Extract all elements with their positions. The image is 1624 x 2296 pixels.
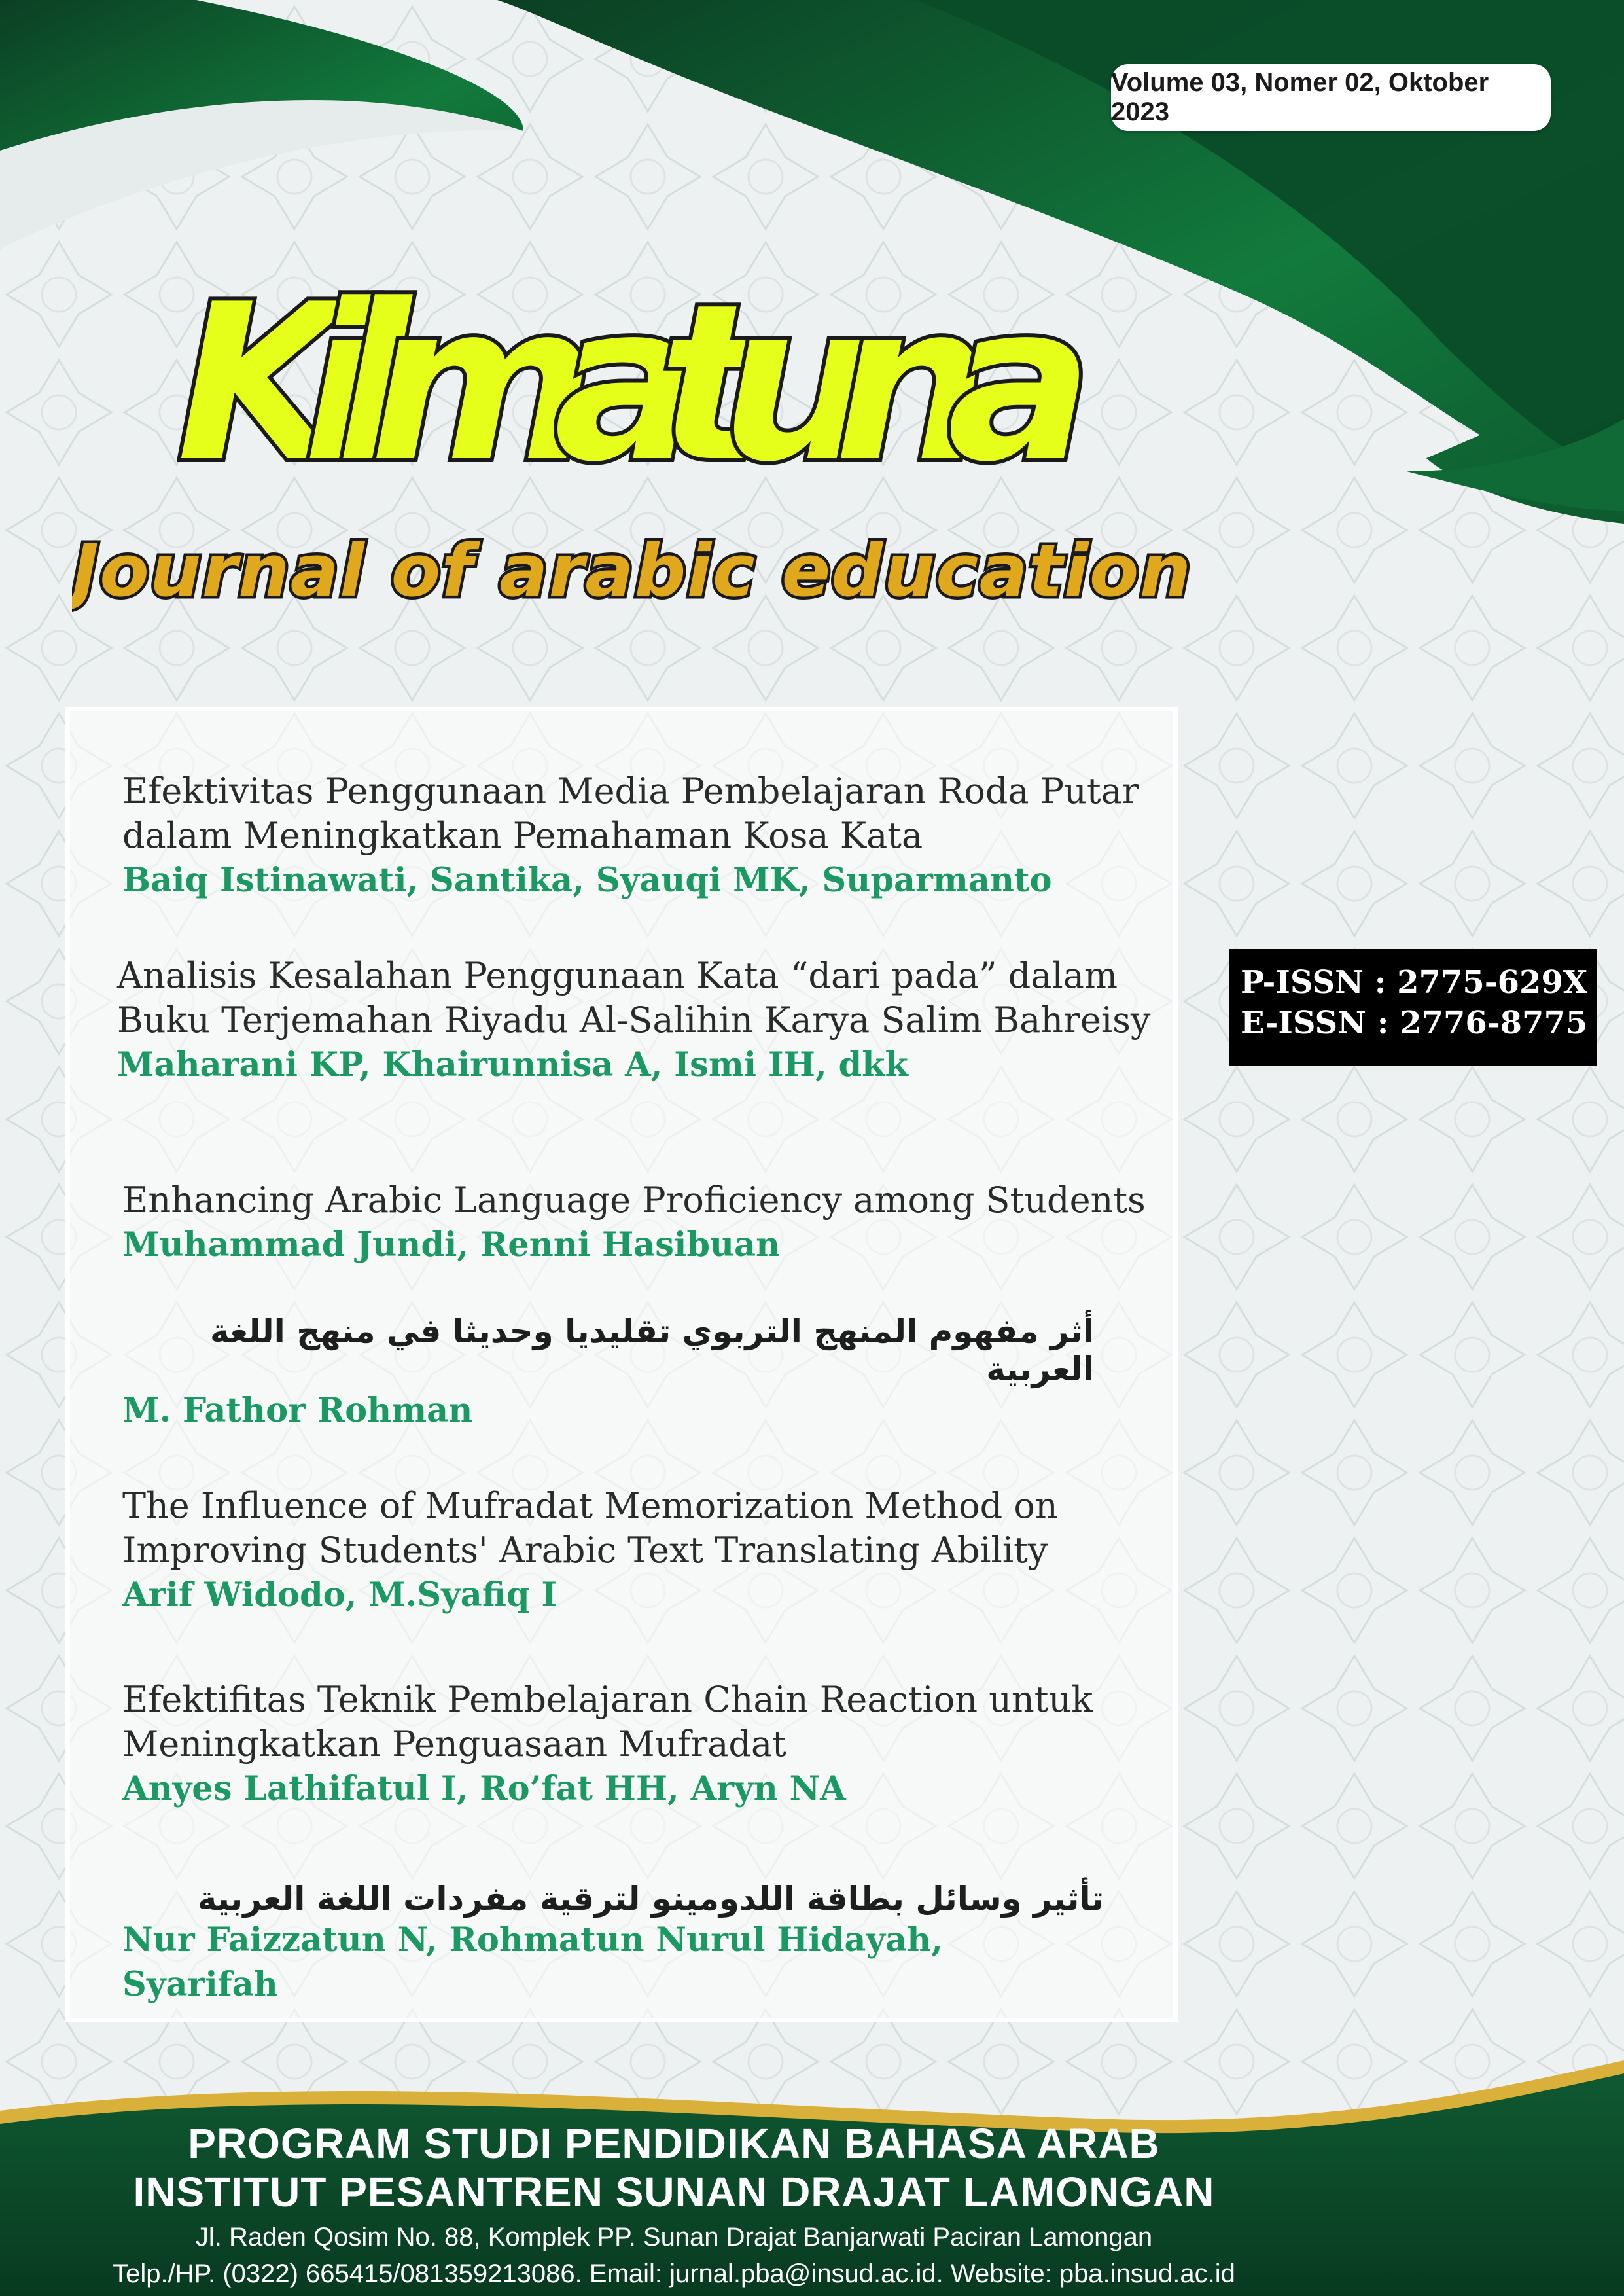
- article-list-panel: [65, 707, 1178, 2022]
- issn-box: [1229, 949, 1597, 1066]
- article-authors: Nur Faizzatun N, Rohmatun Nurul Hidayah, Syarifah: [122, 1920, 943, 2004]
- article-title: تأثير وسائل بطاقة اللدومينو لترقية مفردات اللغة العربية: [197, 1880, 1104, 1918]
- article-item: [122, 1484, 1058, 1617]
- article-authors: M. Fathor Rohman: [122, 1391, 473, 1430]
- journal-title: [177, 249, 1106, 511]
- article-title: The Influence of Mufradat Memorization Method on Improving Students' Arabic Text Translating Ability: [122, 1485, 1058, 1571]
- article-title: Efektivitas Penggunaan Media Pembelajaran Roda Putar dalam Meningkatkan Pemahaman Kosa Kata: [122, 770, 1139, 856]
- article-authors: Arif Widodo, M.Syafiq I: [122, 1575, 557, 1615]
- volume-label: Volume 03, Nomer 02, Oktober 2023: [1111, 64, 1551, 131]
- article-authors: Baiq Istinawati, Santika, Syauqi MK, Suparmanto: [122, 861, 1052, 900]
- journal-subtitle: [72, 524, 1204, 628]
- article-authors: Anyes Lathifatul I, Ro’fat HH, Aryn NA: [122, 1769, 846, 1808]
- article-title: Enhancing Arabic Language Proficiency among Students: [122, 1179, 1146, 1221]
- article-authors: Maharani KP, Khairunnisa A, Ismi IH, dkk: [117, 1045, 908, 1085]
- institute-name: INSTITUT PESANTREN SUNAN DRAJAT LAMONGAN: [133, 2168, 1215, 2215]
- journal-title-text: Kilmatuna: [177, 258, 1093, 509]
- journal-subtitle-text: Journal of arabic education: [72, 529, 1191, 613]
- article-item: [122, 1178, 1146, 1267]
- article-title: أثر مفهوم المنهج التربوي تقليديا وحديثا في منهج اللغة العربية: [209, 1312, 1094, 1388]
- program-name: PROGRAM STUDI PENDIDIKAN BAHASA ARAB: [188, 2120, 1160, 2167]
- print-issn: P-ISSN : 2775-629X: [1241, 964, 1588, 1001]
- article-authors: Muhammad Jundi, Renni Hasibuan: [122, 1225, 781, 1265]
- address-line: Jl. Raden Qosim No. 88, Komplek PP. Sunan Drajat Banjarwati Paciran Lamongan: [195, 2223, 1153, 2251]
- article-item: [117, 954, 1150, 1087]
- article-item: [122, 1880, 1104, 2007]
- electronic-issn: E-ISSN : 2776-8775: [1241, 1005, 1588, 1041]
- article-title: Efektifitas Teknik Pembelajaran Chain Reaction untuk Meningkatkan Penguasaan Mufradat: [122, 1679, 1093, 1765]
- article-item: [122, 769, 1139, 903]
- article-item: [122, 1312, 1094, 1433]
- article-item: [122, 1677, 1093, 1811]
- article-title: Analisis Kesalahan Penggunaan Kata “dari pada” dalam Buku Terjemahan Riyadu Al-Salihin Karya Salim Bahreisy: [117, 955, 1151, 1041]
- contact-line: Telp./HP. (0322) 665415/081359213086. Email: jurnal.pba@insud.ac.id. Website: pba.insud.ac.id: [113, 2259, 1235, 2288]
